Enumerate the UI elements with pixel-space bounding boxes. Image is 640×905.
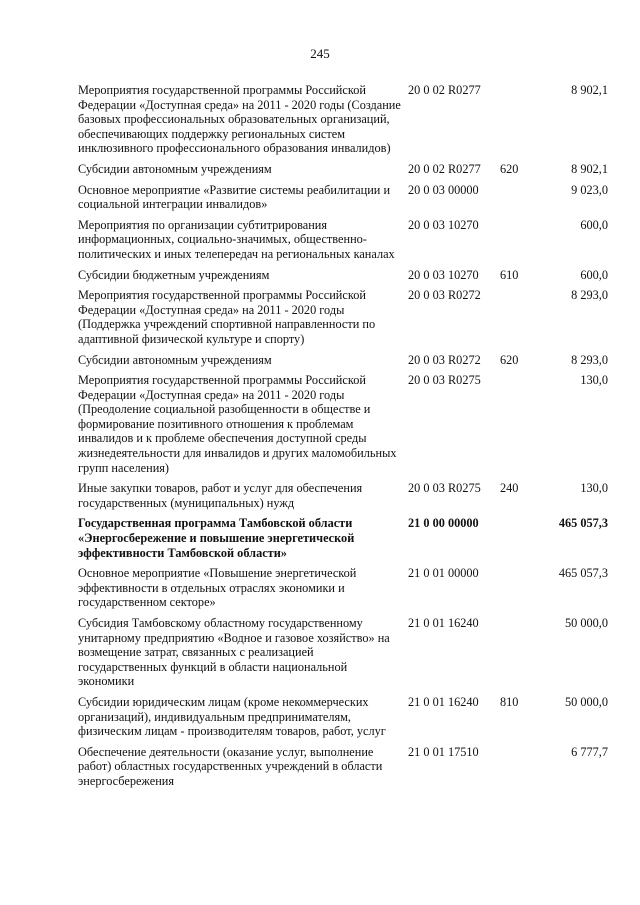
table-row	[78, 566, 608, 610]
amount: 50 000,0	[564, 616, 608, 630]
amount: 600,0	[580, 267, 608, 282]
amount: 600,0	[580, 217, 608, 232]
amount: 8 902,1	[571, 161, 608, 176]
expense-type-code	[500, 373, 536, 475]
table-row	[78, 516, 608, 560]
target-article-code: 20 0 02 R0277	[408, 83, 481, 97]
table-row	[78, 481, 608, 510]
target-article-code: 20 0 03 R0275	[408, 373, 481, 388]
table-row	[78, 83, 608, 156]
table-row	[78, 353, 608, 368]
amount: 130,0	[580, 373, 608, 388]
expense-name: Обеспечение деятельности (оказание услуг, выполнение работ) областных государственных учреждений в области энергосбережения	[78, 744, 383, 788]
expense-name: Субсидии бюджетным учреждениям	[78, 267, 270, 282]
table-row	[78, 162, 608, 177]
expense-type-code	[500, 83, 536, 156]
target-article-code: 20 0 03 R0272	[408, 352, 481, 367]
expense-type-code: 620	[500, 161, 519, 176]
target-article-code: 21 0 01 16240	[408, 616, 479, 630]
table-row	[78, 183, 608, 212]
target-article-code: 20 0 03 00000	[408, 182, 479, 197]
table-row	[78, 695, 608, 739]
expense-name: Основное мероприятие «Повышение энергетической эффективности в отдельных отраслях экономики и государственном секторе»	[78, 566, 357, 610]
table-row	[78, 373, 608, 475]
expense-type-code	[500, 566, 536, 610]
expense-type-code	[500, 218, 536, 262]
table-row	[78, 745, 608, 789]
expense-name: Мероприятия государственной программы Российской Федерации «Доступная среда» на 2011 - 2020 годы (Преодоление социальной разобщенности в обществе и формирование позитивного отношения к проблемам инвалидов и к проблеме обеспечения доступной среды жизнедеятельности для инвалидов и других маломобильных групп населения)	[78, 373, 397, 475]
target-article-code: 20 0 03 10270	[408, 217, 479, 232]
amount: 8 293,0	[571, 352, 608, 367]
expense-type-code	[500, 516, 536, 560]
target-article-code: 21 0 00 00000	[408, 516, 479, 531]
table-row	[78, 288, 608, 346]
expense-type-code: 620	[500, 352, 519, 367]
expense-type-code: 610	[500, 267, 519, 282]
expense-type-code	[500, 288, 536, 346]
amount: 465 057,3	[558, 566, 608, 581]
target-article-code: 21 0 01 00000	[408, 566, 479, 581]
expense-name: Субсидии юридическим лицам (кроме некоммерческих организаций), индивидуальным предпринимателям, физическим лицам - производителям товаров, работ, услуг	[78, 694, 386, 739]
amount: 465 057,3	[558, 516, 608, 531]
expense-type-code	[500, 183, 536, 212]
expense-name: Субсидия Тамбовскому областному государственному унитарному предприятию «Водное и газовое хозяйство» на возмещение затрат, связанных с реализацией государственных функций в области национальной экономики	[78, 616, 390, 689]
table-row	[78, 268, 608, 283]
expense-type-code: 810	[500, 694, 519, 709]
amount: 8 293,0	[571, 288, 608, 303]
target-article-code: 21 0 01 17510	[408, 744, 479, 759]
expense-type-code: 240	[500, 481, 519, 496]
table-row	[78, 616, 608, 689]
amount: 130,0	[580, 481, 608, 496]
target-article-code: 20 0 03 10270	[408, 267, 479, 282]
budget-table	[78, 83, 608, 795]
expense-name: Субсидии автономным учреждениям	[78, 161, 272, 176]
expense-name: Государственная программа Тамбовской области «Энергосбережение и повышение энергетической эффективности Тамбовской области»	[78, 516, 355, 560]
amount: 9 023,0	[571, 182, 608, 197]
target-article-code: 20 0 03 R0272	[408, 288, 481, 303]
amount: 8 902,1	[571, 83, 608, 97]
expense-type-code	[500, 745, 536, 789]
target-article-code: 21 0 01 16240	[408, 694, 479, 709]
amount: 6 777,7	[571, 744, 608, 759]
page-number: 245	[310, 46, 330, 61]
expense-name: Мероприятия государственной программы Российской Федерации «Доступная среда» на 2011 - 2020 годы (Создание базовых профессиональных образовательных организаций, обеспечивающих поддержку региональных систем инклюзивного профессионального образования инвалидов)	[78, 83, 401, 156]
amount: 50 000,0	[564, 694, 608, 709]
expense-name: Субсидии автономным учреждениям	[78, 352, 272, 367]
expense-name: Иные закупки товаров, работ и услуг для обеспечения государственных (муниципальных) нужд	[78, 481, 363, 510]
expense-name: Мероприятия государственной программы Российской Федерации «Доступная среда» на 2011 - 2020 годы (Поддержка учреждений спортивной направленности по адаптивной физической культуре и спорту)	[78, 288, 376, 346]
target-article-code: 20 0 03 R0275	[408, 481, 481, 496]
expense-name: Мероприятия по организации субтитрирования информационных, социально-значимых, общественно-политических и иных телепередач на региональных каналах	[78, 217, 395, 261]
target-article-code: 20 0 02 R0277	[408, 161, 481, 176]
table-row	[78, 218, 608, 262]
expense-type-code	[500, 616, 536, 689]
expense-name: Основное мероприятие «Развитие системы реабилитации и социальной интеграции инвалидов»	[78, 182, 391, 212]
